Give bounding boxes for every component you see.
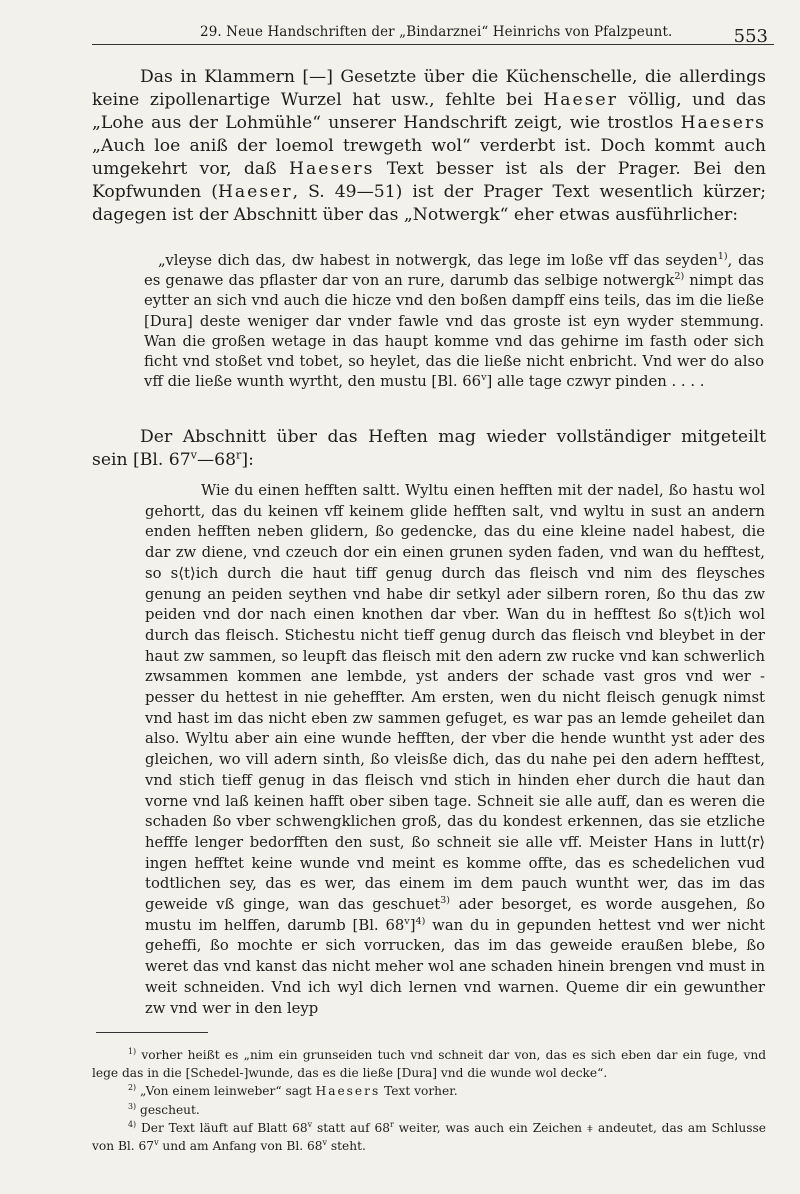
- folio-side: v: [190, 448, 197, 462]
- footnote-3: [92, 1101, 766, 1119]
- folio-side: v: [404, 915, 410, 927]
- running-header: [92, 22, 774, 45]
- text-span: ] alle tage czwyr pinden . . . .: [486, 373, 705, 391]
- footnote-mark: 2): [128, 1083, 137, 1093]
- footnote-mark: 3): [128, 1101, 137, 1111]
- text-span: „vleyse dich das, dw habest in notwergk, das lege im loße vff das seyden: [158, 252, 718, 269]
- paragraph-text: [92, 66, 766, 227]
- text-span: Text besser ist als der Prager. Bei den Kopfwunden (: [92, 159, 766, 202]
- author-name: Haeser: [543, 90, 618, 110]
- footnote-text: steht.: [327, 1139, 366, 1154]
- paragraph-intro: [92, 66, 766, 227]
- text-span: ]:: [241, 450, 254, 470]
- author-name: Haeser: [217, 182, 293, 202]
- folio-side: v: [322, 1137, 327, 1147]
- text-span: , S. 49—51) ist der Prager Text wesentlich kürzer; dagegen ist der Abschnitt über das „Notwergk“ eher etwas ausführlicher:: [92, 182, 766, 225]
- folio-side: r: [389, 1119, 394, 1129]
- footnotes: [92, 1046, 766, 1155]
- footnote-divider: [96, 1032, 208, 1033]
- quotation-notwergk: [144, 251, 764, 392]
- footnote-mark: 4): [128, 1119, 137, 1129]
- paragraph-heften: [92, 426, 766, 472]
- footnote-ref[interactable]: 2): [674, 271, 685, 283]
- folio-side: v: [481, 372, 487, 384]
- page-number: 553: [733, 26, 768, 47]
- folio-side: r: [236, 448, 242, 462]
- footnote-text: weiter, was auch ein Zeichen ⧧ andeutet, das am Schlusse von Bl. 67: [92, 1120, 766, 1154]
- author-name: Haesers: [680, 113, 766, 133]
- footnote-ref[interactable]: 1): [717, 251, 728, 263]
- footnote-text: Der Text läuft auf Blatt 68: [136, 1120, 308, 1135]
- text-span: nimpt das eytter an sich vnd auch die hicze vnd den boßen dampff eins teils, das im die ließe [Dura] deste weniger dar vnder fawle vnd das groste ist eyn wyder stemmung. Wan die großen wetage in das haupt komme vnd das gehirne im fasth oder sich ficht vnd stoßet vnd tobet, so heylet, das die ließe nicht enbricht. Vnd wer do also vff die ließe wunth wyrtht, den mustu [Bl. 66: [144, 272, 764, 391]
- running-title: 29. Neue Handschriften der „Bindarznei“ Heinrichs von Pfalzpeunt.: [200, 24, 673, 40]
- text-span: völlig, und das „Lohe aus der Lohmühle“ unserer Handschrift zeigt, wie trostlos: [92, 90, 766, 133]
- text-span: wan du in gepunden hettest vnd wer nicht geheffi, ßo mochte er sich vorrucken, das im das geweide eraußen blebe, ßo weret das vnd kanst das nicht meher wol ane schaden hinein brengen vnd must in weit schneiden. Vnd ich wyl dich lernen vnd warnen. Queme dir ein gewunther zw vnd wer in den leyp: [145, 916, 765, 1017]
- text-span: ader besorget, es worde ausgehen, ßo mustu im helffen, darumb [Bl. 68: [145, 896, 765, 934]
- quotation-heften: [145, 481, 765, 1019]
- footnote-1: [92, 1046, 766, 1082]
- footnote-ref[interactable]: 3): [440, 895, 451, 907]
- paragraph-text: [92, 426, 766, 472]
- author-name: Haesers: [288, 159, 375, 179]
- footnote-text: „Von einem leinweber“ sagt: [136, 1084, 316, 1099]
- folio-side: v: [154, 1137, 159, 1147]
- folio-side: v: [307, 1119, 313, 1129]
- text-span: Der Abschnitt über das Heften mag wieder vollständiger mitgeteilt sein [Bl. 67: [92, 427, 766, 470]
- footnote-4: [92, 1119, 766, 1155]
- text-span: „Auch loe aniß der loemol trewgeth wol“ verderbt ist. Doch kommt auch umgekehrt vor, daß: [92, 136, 766, 179]
- quotation-text: [145, 481, 765, 1019]
- footnote-2: [92, 1082, 766, 1100]
- footnote-ref[interactable]: 4): [415, 915, 426, 927]
- text-span: —68: [196, 450, 237, 470]
- text-span: Das in Klammern [—] Gesetzte über die Küchenschelle, die allerdings keine zipollenartige Wurzel hat usw., fehlte bei: [92, 67, 766, 110]
- quotation-text: [144, 251, 764, 392]
- text-span: ]: [409, 916, 416, 934]
- footnote-text: und am Anfang von Bl. 68: [158, 1139, 323, 1154]
- author-name: Haesers: [315, 1084, 381, 1099]
- footnote-text: vorher heißt es „nim ein grunseiden tuch vnd schneit dar von, das es sich eben dar ein fuge, vnd lege das in die [Schedel-]wunde, das es die ließe [Dura] vnd die wunde wol decke“.: [92, 1048, 766, 1081]
- footnote-text: statt auf 68: [312, 1120, 390, 1135]
- footnote-mark: 1): [128, 1046, 137, 1056]
- footnote-text: gescheut.: [136, 1102, 200, 1117]
- text-span: Wie du einen hefften saltt. Wyltu einen hefften mit der nadel, ßo hastu wol gehortt, das du keinen vff keinem glide hefften salt, vnd wyltu in sust an andern enden hefften neben glidern, ßo gedencke, das du eine kleine nadel habest, die dar zw diene, vnd czeuch dor ein einen grunen syden faden, vnd wan du hefftest, so s⟨t⟩ich durch die haut tiff genug durch das fleisch vnd nim des fleysches genung an peiden seythen vnd habe dir setkyl ader silbern roren, ßo thu das zw peiden vnd dor nach einen knothen dar vber. Wan du in hefftest ßo s⟨t⟩ich wol durch das fleisch. Stichestu nicht tieff genug durch das fleisch vnd bleybet in der haut zw sammen, so leupft das fleisch mit den adern zw rucke vnd kan schwerlich zwsammen kommen ane lembde, yst anders der schade vast gros vnd wer - pesser du hettest in nie geheffter. Am ersten, wen du nicht fleisch genugk nimst vnd hast im das nicht eben zw sammen gefuget, es war pas an lemde geheilet dan also. Wyltu aber ain eine wunde hefften, der vber die hende wuntht yst ader des gleichen, wo vill adern sinth, ßo vleisße dich, das du nahe pei den adern hefftest, vnd stich tieff genug in das fleisch vnd stich in hinden eher durch die haut dan vorne vnd laß keinen hafft ober siben tage. Schneit sie alle auff, dan es weren die schaden ßo vber schwengklichen groß, das du kondest erkennen, das sie etzliche hefffe lenger bedorfften den sust, ßo schneit sie alle vff. Meister Hans in lutt⟨r⟩ingen hefftet keine wunde vnd meint es komme offte, das es schedelichen vud todtlichen sey, das es wer, das einem im dem pauch wuntht wer, das im das geweide vß ginge, wan das geschuet: [145, 482, 765, 914]
- text-span: , das es genawe das pflaster dar von an rure, darumb das selbige notwergk: [144, 252, 764, 290]
- footnote-text: Text vorher.: [380, 1084, 458, 1099]
